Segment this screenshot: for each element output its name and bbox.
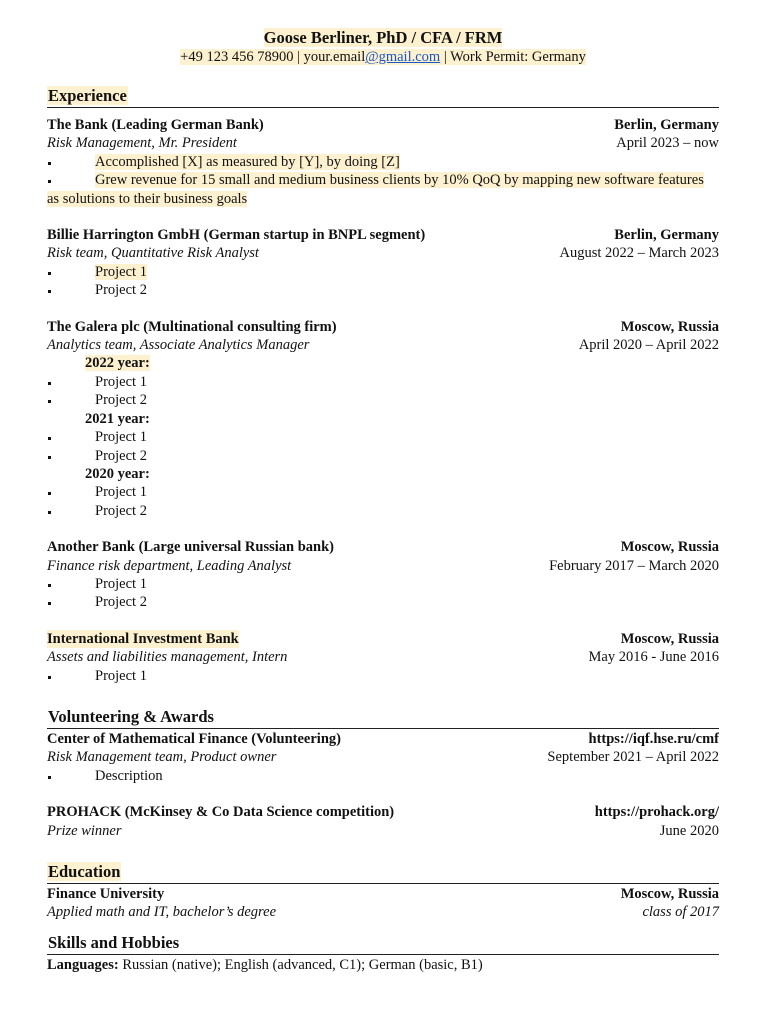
phone-number: +49 123 456 78900 [180,49,294,65]
year-heading: 2022 year: [85,355,150,372]
location: Moscow, Russia [620,318,719,335]
experience-entry [47,538,719,612]
section-title-volunteering: Volunteering & Awards [47,707,719,729]
dates: April 2020 – April 2022 [578,337,719,354]
work-permit: Work Permit: Germany [450,49,586,65]
languages-line: Languages: Russian (native); English (advanced, C1); German (basic, B1) [47,956,483,973]
list-item: Project 2 [47,281,719,299]
education-entry [47,885,719,922]
list-item: Project 2 [47,447,719,465]
location: Moscow, Russia [620,886,719,902]
school-name: Finance University [47,886,165,902]
org-name: Center of Mathematical Finance (Volunteering) [47,730,341,747]
list-item: Project 1 [47,373,719,391]
org-name: Another Bank (Large universal Russian bank) [47,539,334,556]
list-item: Project 1 [47,483,719,501]
section-title-education: Education [47,862,719,884]
list-item: Grew revenue for 15 small and medium business clients by 10% QoQ by mapping new software features as solutions to their business goals [47,171,719,208]
experience-entry [47,116,719,208]
org-name: The Galera plc (Multinational consulting firm) [47,318,337,335]
degree: Applied math and IT, bachelor’s degree [47,904,277,921]
org-name: The Bank (Leading German Bank) [47,117,264,133]
org-link[interactable]: https://iqf.hse.ru/cmf [588,730,719,747]
resume-name: Goose Berliner, PhD / CFA / FRM [263,28,503,47]
location: Moscow, Russia [620,539,719,556]
location: Moscow, Russia [620,630,719,647]
dates: September 2021 – April 2022 [547,749,719,766]
location: Berlin, Germany [614,227,719,244]
role: Finance risk department, Leading Analyst [47,557,292,574]
role: Risk team, Quantitative Risk Analyst [47,245,259,262]
dates: May 2016 - June 2016 [588,649,719,666]
volunteering-entry [47,803,719,840]
dates: August 2022 – March 2023 [559,245,719,262]
org-link[interactable]: https://prohack.org/ [594,804,719,821]
location: Berlin, Germany [614,117,719,133]
list-item: Project 1 [47,428,719,446]
class-year: class of 2017 [642,904,719,921]
contact-line: +49 123 456 78900 | your.email@gmail.com | Work Permit: Germany [180,49,586,65]
experience-entry [47,226,719,300]
role: Prize winner [47,822,122,839]
year-heading: 2020 year: [85,465,150,482]
dates: April 2023 – now [616,135,719,152]
list-item: Project 2 [47,391,719,409]
experience-entry [47,318,719,520]
role: Risk Management, Mr. President [47,135,237,152]
list-item: Project 2 [47,593,719,611]
role: Analytics team, Associate Analytics Manager [47,337,310,354]
list-item: Project 2 [47,502,719,520]
dates: February 2017 – March 2020 [549,557,719,574]
list-item: Accomplished [X] as measured by [Y], by doing [Z] [47,153,719,171]
dates: June 2020 [659,822,719,839]
org-name: PROHACK (McKinsey & Co Data Science competition) [47,804,395,821]
section-title-skills: Skills and Hobbies [47,933,719,955]
volunteering-entry [47,730,719,785]
role: Risk Management team, Product owner [47,749,277,766]
list-item: Project 1 [47,575,719,593]
list-item: Description [47,767,719,785]
email-link[interactable]: @gmail.com [365,49,441,65]
list-item: Project 1 [47,263,719,281]
org-name: Billie Harrington GmbH (German startup in BNPL segment) [47,227,426,244]
list-item: Project 1 [47,667,719,685]
org-name: International Investment Bank [47,630,239,647]
year-heading: 2021 year: [85,410,150,427]
role: Assets and liabilities management, Intern [47,649,288,666]
email-user: your.email [303,49,366,65]
section-title-experience: Experience [47,86,719,108]
experience-entry [47,630,719,685]
